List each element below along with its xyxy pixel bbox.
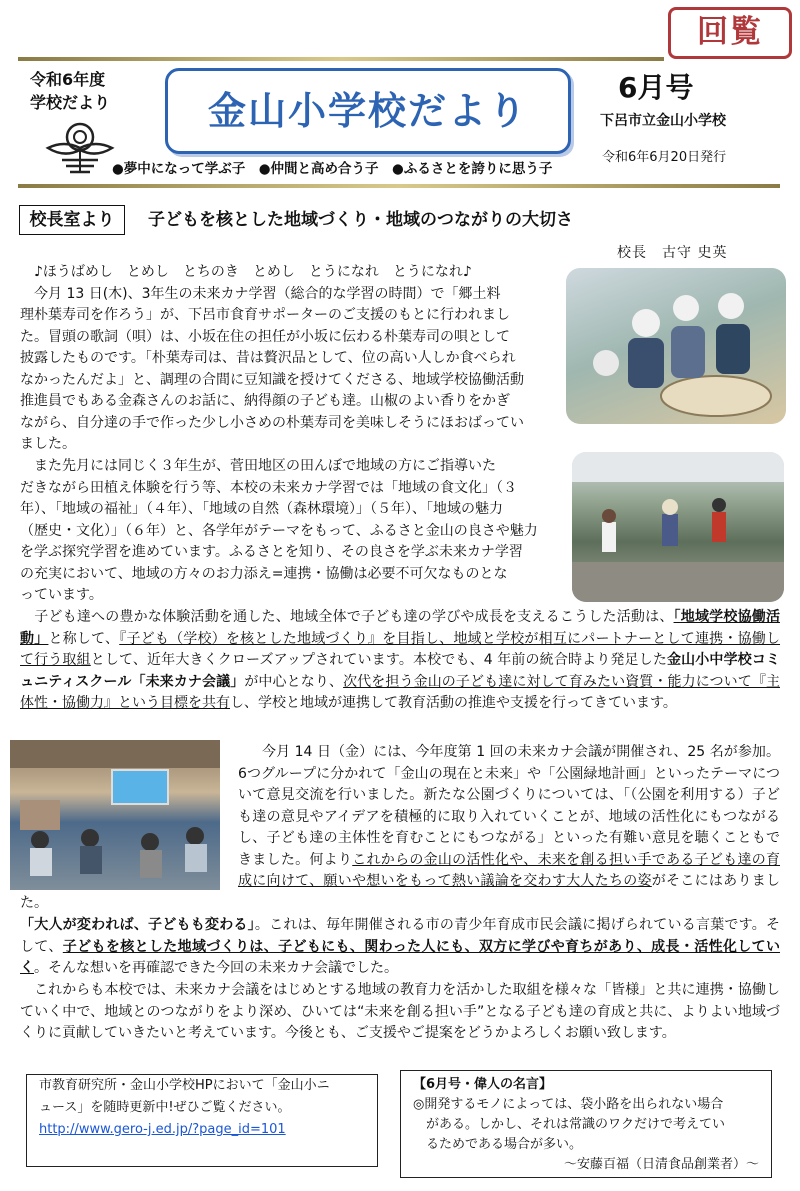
quote-line-3: るためである場合が多い。 bbox=[413, 1137, 583, 1152]
article-paragraph-3: 子ども達への豊かな体験活動を通した、地域全体で子ども達の学びや成長を支えるこうした活動は、「地域学校協働活動」と称して、『子ども（学校）を核とした地域づくり』を目指し、地域と学校が相互にパートナーとして連携・協働して行う取組として、近年大きくクローズアップされています。本校でも、4 年前の統合時より発足した金山小中学校コミュニティスクール「未来カナ会議」が中心となり、次代を担う金山の子ども達に対して育みたい資質・能力について『主体性・協働力』という目標を共有し、学校と地域が連携して教育活動の推進や支援を行ってきています。 bbox=[20, 609, 781, 711]
newsletter-title: 金山小学校だより bbox=[207, 89, 528, 133]
website-info-box bbox=[26, 1074, 378, 1167]
sushi-making-photo bbox=[566, 268, 786, 424]
quote-line-1: ◎開発するモノによっては、袋小路を出られない場合 bbox=[413, 1097, 724, 1112]
newsletter-title-box bbox=[165, 68, 571, 154]
year-label: 令和6年度 bbox=[30, 70, 106, 89]
article-paragraph-5: 「大人が変われば、子どもも変わる」。これは、毎年開催される市の青少年育成市民会議に掲げられている言葉です。そして、子どもを核とした地域づくりは、子どもにも、関わった人にも、双方に学びや育ちがあり、成長・活性化していく。そんな想いを再確認できた今回の未来カナ会議でした。 bbox=[20, 917, 780, 976]
section-tag: 校長室より bbox=[19, 205, 125, 235]
article-paragraph-6: これからも本校では、未来カナ会議をはじめとする地域の教育力を活かした取組を様々な「皆様」と共に連携・協働していく中で、地域とのつながりをより深め、ひいては“未来を創る担い手”となる子ども達の育成と共に、よりよい地域づくりに貢献していきたいと考えています。今後とも、ご支援やご提案をどうかよろしくお願い致します。 bbox=[20, 982, 780, 1041]
header-left bbox=[30, 68, 110, 114]
quote-line-2: がある。しかし、それは常識のワクだけで考えてい bbox=[413, 1117, 726, 1132]
photo-float-spacer bbox=[20, 742, 238, 892]
rice-planting-photo bbox=[572, 452, 784, 602]
top-rule bbox=[18, 57, 664, 61]
info-line-1: 市教育研究所・金山小学校HPにおいて「金山小ニ bbox=[39, 1078, 330, 1093]
article-author: 校長 古守 史英 bbox=[617, 245, 728, 261]
quote-title: 【6月号・偉人の名言】 bbox=[413, 1077, 553, 1092]
issue-date: 令和6年6月20日発行 bbox=[602, 150, 727, 165]
school-crest-icon bbox=[44, 118, 116, 176]
quote-attribution: ～安藤百福（日清食品創業者）～ bbox=[563, 1157, 759, 1172]
article-paragraph-4: 今月 14 日（金）には、今年度第 1 回の未来カナ会議が開催され、25 名が参加。6つグループに分かれて「金山の現在と未来」や「公園緑地計画」といったテーマについて意見交流を行いました。新たな公園づくりについては、「（公園を利用する）子ども達の意見やアイデアを積極的に取り入れていくことが、地域の活性化にもつながるし、子ども達の主体性を育むことにもつながる」といった有難い意見を聴くこともできました。何よりこれからの金山の活性化や、未来を創る担い手である子ども達の育成に向けて、願いや想いをもって熱い議論を交わす大人たちの姿がそこにはありました。 bbox=[20, 744, 781, 911]
header-bottom-rule bbox=[18, 184, 780, 188]
article-title: 子どもを核とした地域づくり・地域のつながりの大切さ bbox=[148, 210, 573, 230]
circulation-stamp: 回覧 bbox=[668, 7, 792, 59]
info-line-2: ュース」を随時更新中!ぜひご覧ください。 bbox=[39, 1100, 291, 1115]
school-mottos: ●夢中になって学ぶ子 ●仲間と高め合う子 ●ふるさとを誇りに思う子 bbox=[112, 161, 553, 177]
school-name: 下呂市立金山小学校 bbox=[600, 113, 726, 129]
kind-label: 学校だより bbox=[30, 93, 111, 112]
article-paragraph-2: また先月には同じく３年生が、菅田地区の田んぼで地域の方にご指導いた だきながら田植え体験を行う等、本校の未来カナ学習では「地域の食文化」（３ 年）、「地域の福祉」（４年）、「地域の自然（森林環境）」（５年）、「地域の魅力 （歴史・文化）」（６年）と、各学年がテーマをもって、ふるさと金山の良さや魅力 を学ぶ探究学習を進めています。ふるさとを知り、その良さを学ぶ未来カナ学習 の充実において、地域の方々のお力添え=連携・協働は必要不可欠なものとな っています。 bbox=[20, 458, 538, 603]
quote-box bbox=[400, 1070, 772, 1178]
issue-label: 6月号 bbox=[618, 71, 694, 104]
website-link[interactable]: http://www.gero-j.ed.jp/?page_id=101 bbox=[39, 1122, 286, 1137]
article-paragraph-1: ♪ほうばめし とめし とちのき とめし とうになれ とうになれ♪ 今月 13 日(木)、3年生の未来カナ学習（総合的な学習の時間）で「郷土料 理朴葉寿司を作ろう」が、下呂市食育サポーターのご支援のもとに行われまし た。冒頭の歌詞（唄）は、小坂在住の担任が小坂に伝わる朴葉寿司の唄として 披露したものです。「朴葉寿司は、昔は贅沢品として、位の高い人しか食べられ なかったんだよ」と、調理の合間に豆知識を授けてくださる、地域学校協働活動 推進員でもある金森さんのお話に、納得顔の子ども達。山椒のよい香りをかぎ ながら、自分達の手で作った少し小さめの朴葉寿司を美味しそうにほおばってい ました。 bbox=[20, 264, 524, 452]
